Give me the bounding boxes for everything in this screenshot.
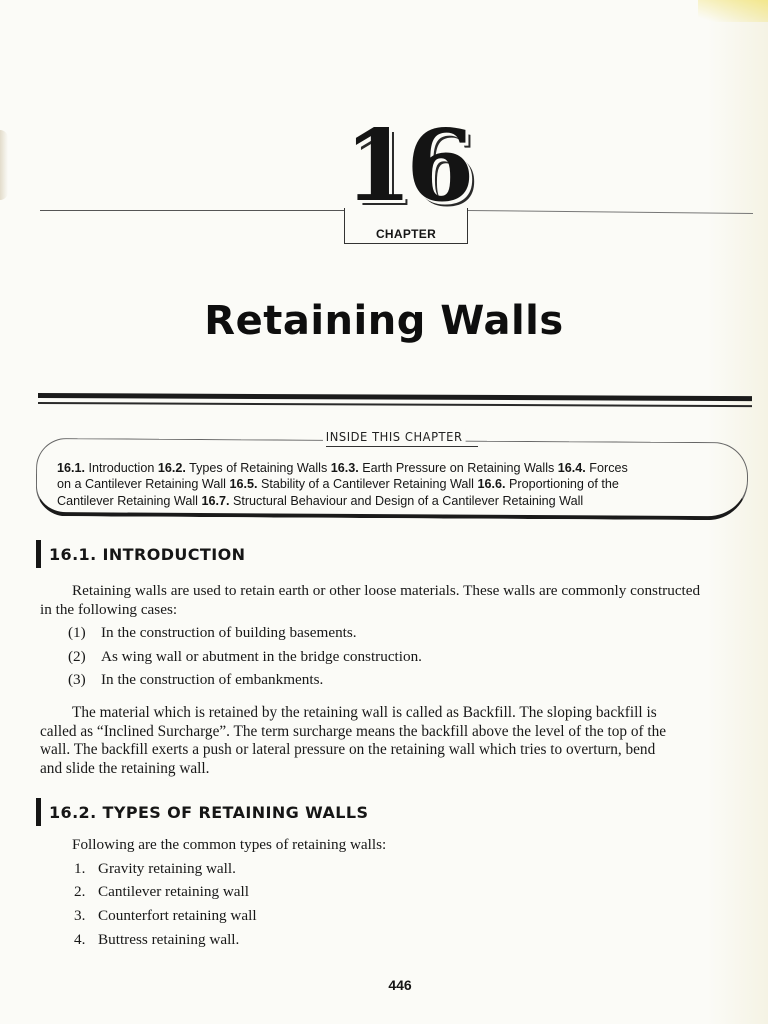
page-corner-tint [698, 0, 768, 22]
contents-section-number: 16.4. [557, 461, 586, 475]
text-line: in the following cases: [40, 600, 178, 618]
list-item [74, 931, 239, 949]
list-item-number: (3) [68, 671, 86, 688]
list-item [68, 671, 323, 689]
list-item-number: 3. [74, 907, 86, 924]
list-item [68, 648, 422, 666]
list-item-text: In the construction of building basements. [101, 624, 357, 641]
list-item [74, 883, 249, 901]
contents-section-number: 16.5. [229, 477, 258, 492]
title-rule-thick [38, 393, 752, 401]
list-item-text: Buttress retaining wall. [98, 931, 240, 948]
inside-chapter-heading: INSIDE THIS CHAPTER [323, 429, 465, 444]
intro-paragraph [40, 582, 752, 619]
chapter-number: 16 [344, 109, 469, 224]
list-item [74, 860, 236, 878]
text-line: called as “Inclined Surcharge”. The term surcharge means the backfill above the level of the top of the [40, 722, 667, 740]
text-line: Retaining walls are used to retain earth or other loose materials. These walls are commonly constructed [72, 582, 701, 599]
list-item-number: 4. [74, 931, 86, 948]
contents-line: on a Cantilever Retaining Wall 16.5. Stability of a Cantilever Retaining Wall 16.6. Proportioning of the [57, 477, 619, 492]
section-marker-bar [36, 540, 41, 568]
contents-section-number: 16.6. [477, 477, 506, 492]
chapter-title: Retaining Walls [204, 298, 564, 344]
text-line: The material which is retained by the retaining wall is called as Backfill. The sloping backfill is [72, 704, 657, 721]
section-marker-bar [36, 798, 41, 826]
list-item-text: In the construction of embankments. [101, 671, 324, 688]
text-line: wall. The backfill exerts a push or lateral pressure on the retaining wall which tries to overturn, bend [40, 741, 656, 758]
list-item-text: As wing wall or abutment in the bridge construction. [101, 648, 422, 665]
list-item-number: (2) [68, 648, 86, 665]
section-heading-text: 16.1. INTRODUCTION [49, 544, 246, 564]
chapter-rule-left [40, 210, 345, 211]
contents-line: 16.1. Introduction 16.2. Types of Retaining Walls 16.3. Earth Pressure on Retaining Walls 16.4. Forces [57, 461, 628, 475]
title-rule-thin [38, 402, 752, 407]
inside-chapter-contents [57, 460, 745, 509]
list-item-text: Cantilever retaining wall [98, 883, 249, 900]
list-item-text: Counterfort retaining wall [98, 907, 257, 924]
chapter-label: CHAPTER [375, 227, 437, 241]
list-item [74, 907, 257, 925]
contents-section-number: 16.7. [201, 493, 230, 508]
list-item-number: (1) [68, 624, 86, 641]
section-heading-text: 16.2. TYPES OF RETAINING WALLS [49, 802, 369, 822]
section-heading-introduction [36, 540, 245, 568]
list-item-number: 2. [74, 883, 86, 900]
section-heading-types [36, 798, 368, 826]
inside-chapter-heading-underline [326, 446, 478, 447]
contents-section-number: 16.1. [57, 461, 86, 475]
text-line: and slide the retaining wall. [40, 759, 210, 777]
page-number: 446 [388, 977, 412, 993]
contents-section-number: 16.2. [157, 461, 186, 475]
list-item [68, 624, 357, 642]
list-item-text: Gravity retaining wall. [98, 860, 236, 877]
list-item-number: 1. [74, 860, 86, 877]
page-binding-shadow [0, 130, 8, 200]
contents-section-number: 16.3. [330, 461, 359, 475]
text-line: Following are the common types of retaining walls: [72, 836, 387, 853]
types-intro [72, 836, 768, 855]
backfill-paragraph [40, 704, 752, 778]
contents-line: Cantilever Retaining Wall 16.7. Structural Behaviour and Design of a Cantilever Retaining Wall [57, 493, 584, 508]
